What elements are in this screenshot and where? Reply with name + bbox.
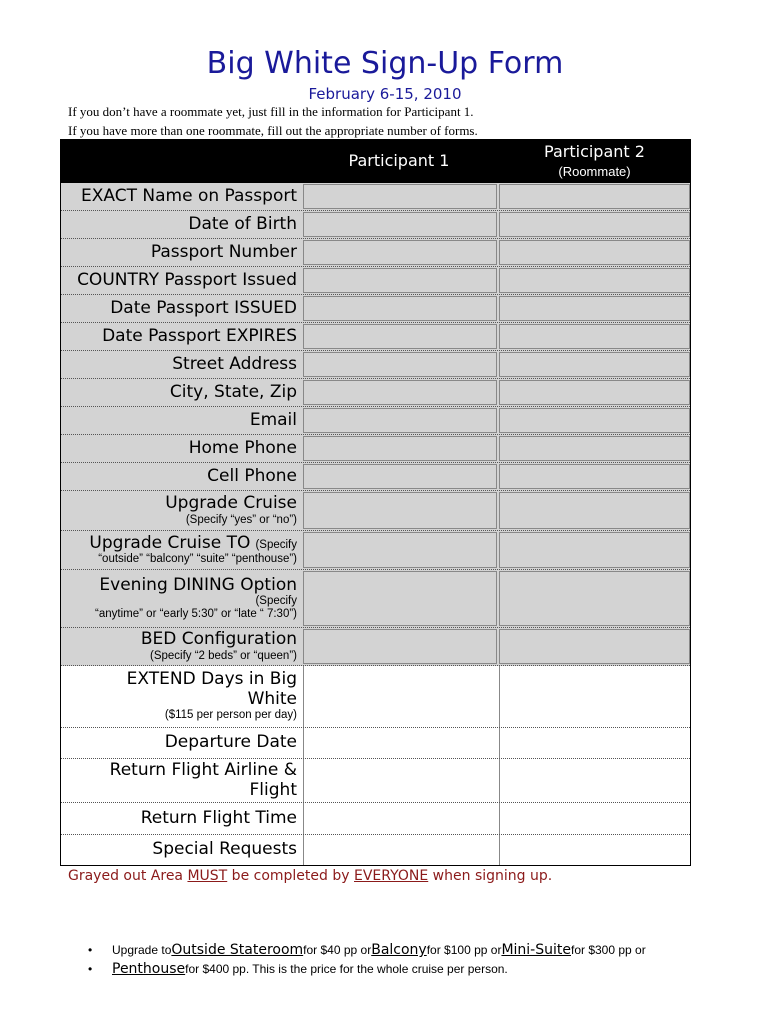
row-street-address <box>61 351 690 379</box>
participant-2-field[interactable] <box>499 352 690 377</box>
row-note: (Specify <box>255 595 297 608</box>
participant-1-field[interactable] <box>303 352 497 377</box>
participant-1-field[interactable] <box>303 464 497 489</box>
participant-2-field[interactable] <box>499 532 690 568</box>
participant-1-field[interactable] <box>303 759 497 802</box>
participant-2-field[interactable] <box>499 324 690 349</box>
participant-2-field[interactable] <box>499 759 690 802</box>
must-emphasis: MUST <box>187 868 228 884</box>
row-home-phone <box>61 435 690 463</box>
participant-2-field[interactable] <box>499 728 690 758</box>
participant-2-field[interactable] <box>499 803 690 834</box>
participant-1-field[interactable] <box>303 492 497 529</box>
bullet-icon: • <box>88 962 93 976</box>
row-note-prefix: (Specify <box>255 538 297 551</box>
form-title: Big White Sign-Up Form <box>206 46 564 81</box>
row-label: Return Flight Airline & <box>109 759 297 780</box>
row-note: (Specify “yes” or “no”) <box>185 513 297 526</box>
row-departure-date <box>61 728 690 759</box>
participant-1-field[interactable] <box>303 380 497 405</box>
row-label: COUNTRY Passport Issued <box>77 269 297 290</box>
participant-1-field[interactable] <box>303 835 497 865</box>
row-passport-name <box>61 183 690 211</box>
participant-2-field[interactable] <box>499 666 690 727</box>
participant-2-field[interactable] <box>499 296 690 321</box>
participant-1-field[interactable] <box>303 408 497 433</box>
bullet-icon: • <box>88 943 93 957</box>
participant-1-field[interactable] <box>303 629 497 664</box>
row-label: Date Passport ISSUED <box>110 297 297 318</box>
row-label: Special Requests <box>152 839 297 860</box>
row-cell-phone <box>61 463 690 491</box>
row-passport-issued <box>61 295 690 323</box>
row-label: Evening DINING Option <box>99 574 297 595</box>
row-date-of-birth <box>61 211 690 239</box>
participant-1-field[interactable] <box>303 728 497 758</box>
participant-1-field[interactable] <box>303 184 497 209</box>
row-label: EXTEND Days in Big <box>126 669 297 690</box>
participant-2-field[interactable] <box>499 464 690 489</box>
required-note: Grayed out Area MUST be completed by EVERYONE when signing up. <box>68 868 553 884</box>
row-label: City, State, Zip <box>169 381 297 402</box>
participant-1-field[interactable] <box>303 240 497 265</box>
row-note: “outside” “balcony” “suite” “penthouse”) <box>98 553 297 566</box>
everyone-emphasis: EVERYONE <box>354 868 429 884</box>
row-upgrade-cruise <box>61 491 690 531</box>
participant-1-field[interactable] <box>303 212 497 237</box>
participant-1-field[interactable] <box>303 571 497 626</box>
participant-2-field[interactable] <box>499 835 690 865</box>
row-note: ($115 per person per day) <box>164 709 297 722</box>
instruction-text-2: If you have more than one roommate, fill out the appropriate number of forms. <box>68 123 478 138</box>
row-label: Cell Phone <box>207 465 297 486</box>
list-item: • Penthouse for $400 pp. This is the price for the whole cruise per person. <box>88 961 508 977</box>
instruction-text-1: If you don’t have a roommate yet, just fill in the information for Participant 1. <box>68 104 474 119</box>
roommate-subheader: (Roommate) <box>558 164 631 179</box>
table-header <box>61 140 690 183</box>
participant-1-field[interactable] <box>303 666 497 727</box>
row-note-2: “anytime” or “early 5:30” or “late “ 7:30”) <box>95 608 297 621</box>
row-note: (Specify “2 beds” or “queen”) <box>149 649 297 662</box>
participant-2-field[interactable] <box>499 380 690 405</box>
row-label: Home Phone <box>188 437 297 458</box>
participant-2-field[interactable] <box>499 408 690 433</box>
row-label-2: White <box>247 688 297 709</box>
participant-1-field[interactable] <box>303 324 497 349</box>
row-dining-option <box>61 570 690 628</box>
participant-1-field[interactable] <box>303 803 497 834</box>
row-passport-number <box>61 239 690 267</box>
participant-1-field[interactable] <box>303 436 497 461</box>
row-label: EXACT Name on Passport <box>81 185 297 206</box>
row-label: Date Passport EXPIRES <box>102 325 297 346</box>
list-item: • Upgrade to Outside Stateroom for $40 pp or Balcony for $100 pp or Mini-Suite for $300 pp or <box>88 942 646 958</box>
row-label: Departure Date <box>164 732 297 753</box>
row-extend-days <box>61 666 690 728</box>
participant-1-field[interactable] <box>303 296 497 321</box>
participant-2-field[interactable] <box>499 268 690 293</box>
participant-2-field[interactable] <box>499 629 690 664</box>
signup-table <box>60 139 691 866</box>
participant-2-field[interactable] <box>499 436 690 461</box>
participant-2-field[interactable] <box>499 240 690 265</box>
row-label: Street Address <box>172 353 297 374</box>
row-email <box>61 407 690 435</box>
row-label: Return Flight Time <box>140 807 297 828</box>
row-passport-expires <box>61 323 690 351</box>
participant-1-field[interactable] <box>303 268 497 293</box>
row-upgrade-cruise-to <box>61 531 690 570</box>
row-return-flight <box>61 759 690 803</box>
participant-2-field[interactable] <box>499 492 690 529</box>
row-city-state-zip <box>61 379 690 407</box>
row-label: BED Configuration <box>140 629 297 650</box>
row-return-flight-time <box>61 803 690 835</box>
row-label: Upgrade Cruise TO <box>89 532 251 553</box>
participant-2-field[interactable] <box>499 184 690 209</box>
row-label: Email <box>249 409 297 430</box>
participant-1-header: Participant 1 <box>348 151 450 170</box>
row-label: Upgrade Cruise <box>165 493 297 514</box>
participant-2-header: Participant 2 <box>544 142 645 161</box>
row-label: Date of Birth <box>188 213 297 234</box>
row-passport-country <box>61 267 690 295</box>
form-dates: February 6-15, 2010 <box>308 85 462 103</box>
upgrade-pricing-list <box>88 942 738 980</box>
participant-1-field[interactable] <box>303 532 497 568</box>
row-label-2: Flight <box>249 779 297 800</box>
row-special-requests <box>61 835 690 865</box>
row-label: Passport Number <box>150 241 297 262</box>
participant-2-field[interactable] <box>499 212 690 237</box>
participant-2-field[interactable] <box>499 571 690 626</box>
row-bed-configuration <box>61 628 690 666</box>
